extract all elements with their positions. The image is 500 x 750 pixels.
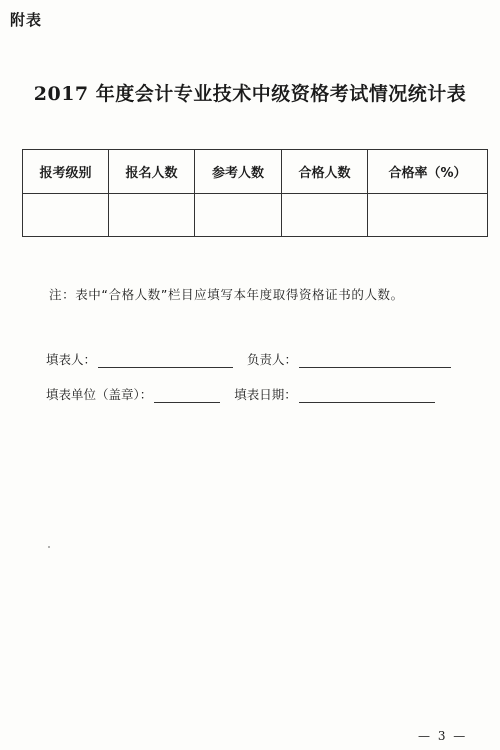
table-cell[interactable] [23, 194, 109, 237]
document-title: 2017 年度会计专业技术中级资格考试情况统计表 [33, 83, 467, 105]
filler-label: 填表人： [46, 352, 97, 367]
table-header-row [23, 150, 488, 194]
table-cell[interactable] [282, 194, 368, 237]
page-number: — 3 — [418, 729, 468, 743]
table-cell[interactable] [109, 194, 195, 237]
date-blank[interactable] [299, 388, 435, 403]
header-level: 报考级别 [23, 150, 109, 194]
table-cell[interactable] [195, 194, 282, 237]
table-note: 注：表中“合格人数”栏目应填写本年度取得资格证书的人数。 [49, 287, 404, 302]
header-registered: 报名人数 [109, 150, 195, 194]
responsible-blank[interactable] [299, 353, 451, 368]
filler-blank[interactable] [98, 353, 233, 368]
signature-row-1 [46, 350, 451, 368]
unit-blank[interactable] [154, 388, 220, 403]
unit-label: 填表单位（盖章）： [46, 387, 153, 402]
table-cell[interactable] [368, 194, 488, 237]
header-pass-rate: 合格率（%） [368, 150, 488, 194]
header-passed: 合格人数 [282, 150, 368, 194]
responsible-label: 负责人： [247, 352, 298, 367]
annex-label: 附表 [10, 11, 43, 29]
header-attended: 参考人数 [195, 150, 282, 194]
scan-speck [48, 546, 50, 548]
date-label: 填表日期： [234, 387, 297, 402]
table-row [23, 194, 488, 237]
statistics-table [22, 149, 488, 237]
signature-row-2 [46, 385, 435, 403]
